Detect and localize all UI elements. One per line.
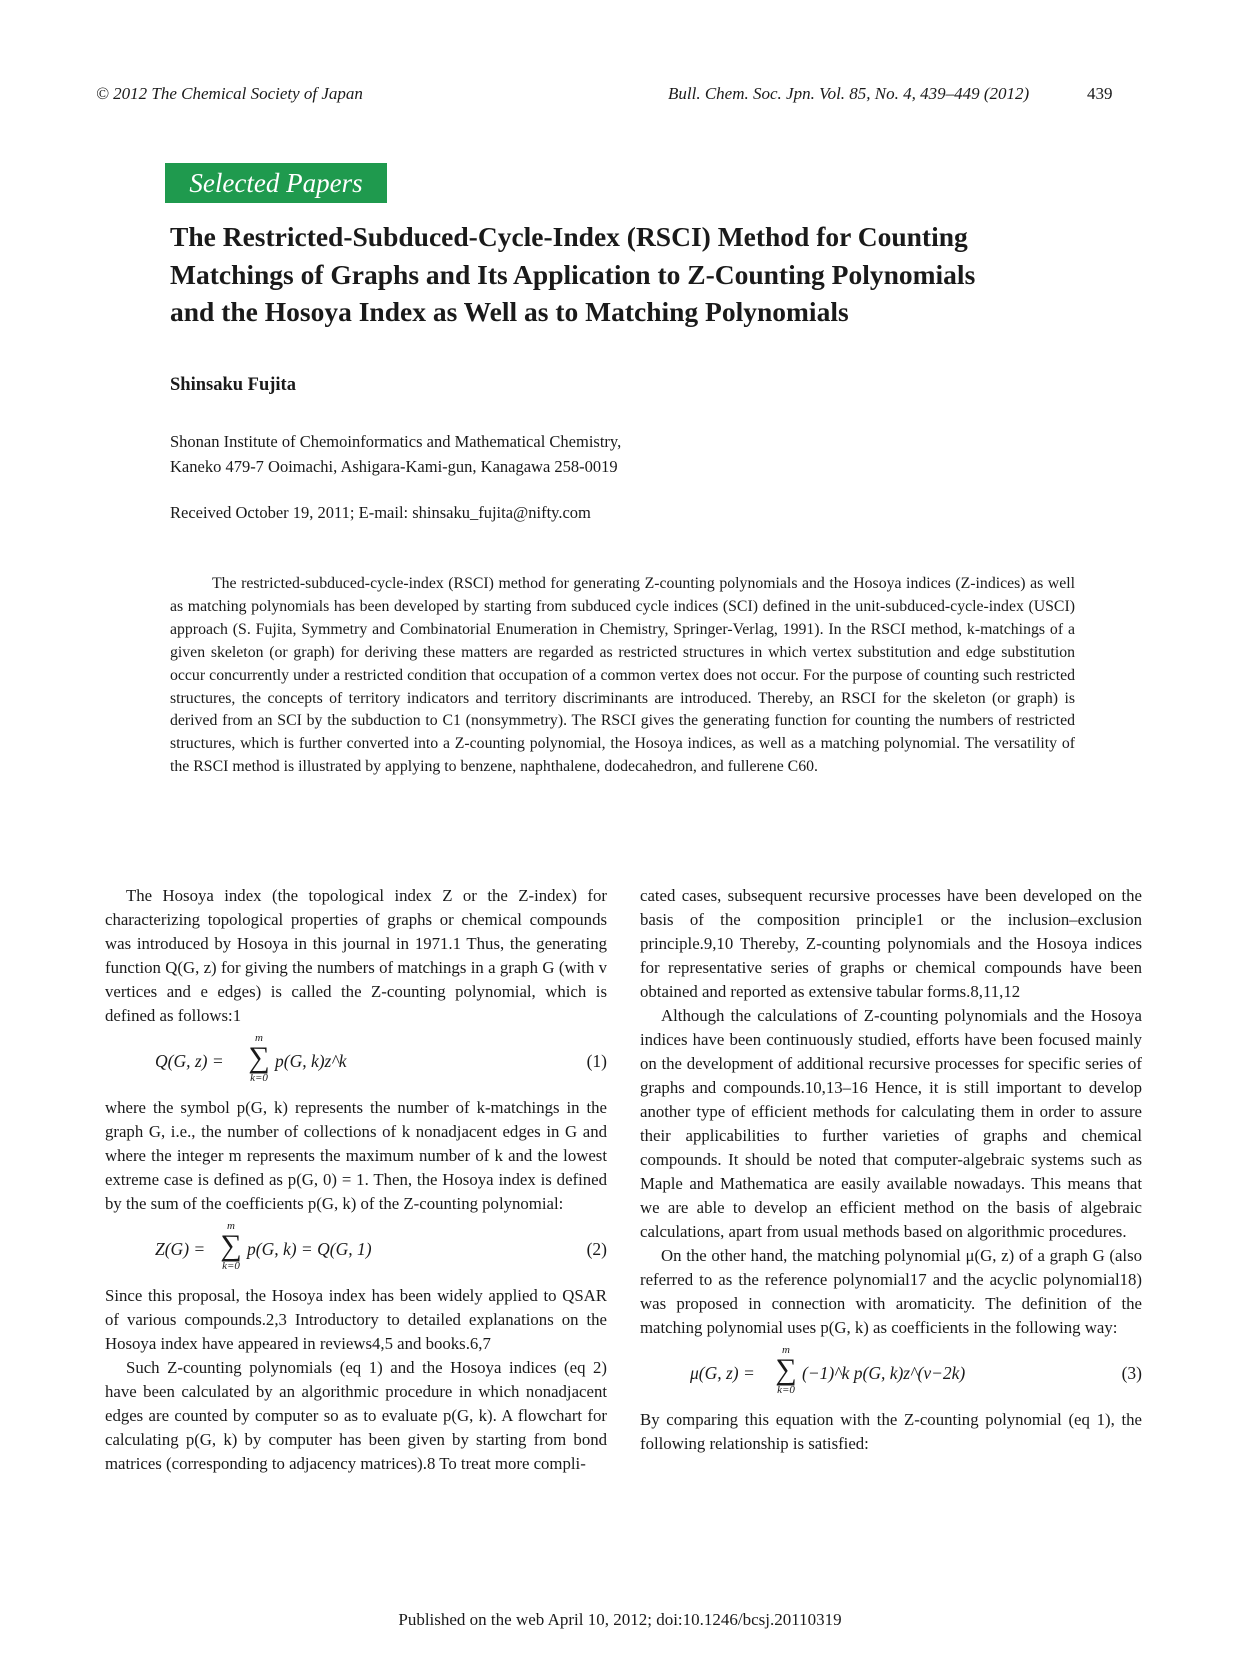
intro-paragraph-3: Since this proposal, the Hosoya index has been widely applied to QSAR of various compounds.2,3 Introductory to detailed explanations on the Hosoya index have appeared in reviews4,5 and books.6,7 <box>105 1286 607 1353</box>
header-copyright: © 2012 The Chemical Society of Japan <box>96 84 363 103</box>
author-name: Shinsaku Fujita <box>170 375 296 395</box>
header-citation: Bull. Chem. Soc. Jpn. Vol. 85, No. 4, 439–449 (2012) <box>668 84 1030 103</box>
eq2-upper-limit: m <box>227 1220 235 1232</box>
eq1-sum <box>247 1032 271 1084</box>
eq1-upper-limit: m <box>255 1032 263 1044</box>
eq3-rhs: (−1)^k p(G, k)z^(v−2k) <box>802 1363 966 1383</box>
title-line-3: and the Hosoya Index as Well as to Matching Polynomials <box>170 296 849 327</box>
eq3-upper-limit: m <box>782 1344 790 1356</box>
eq2-lower-limit: k=0 <box>222 1260 240 1272</box>
eq3-number: (3) <box>1121 1363 1142 1383</box>
eq2-sum <box>219 1220 243 1272</box>
section-badge: Selected Papers <box>165 163 387 203</box>
left-column <box>105 884 607 1476</box>
equation-2 <box>105 1220 607 1280</box>
eq1-lhs: Q(G, z) = <box>155 1051 224 1071</box>
eq2-lhs: Z(G) = <box>155 1239 206 1259</box>
intro-paragraph-8: By comparing this equation with the Z-counting polynomial (eq 1), the following relationship is satisfied: <box>640 1410 1142 1453</box>
intro-paragraph-7: On the other hand, the matching polynomial μ(G, z) of a graph G (also referred to as the reference polynomial17 and the acyclic polynomial18) was proposed in connection with aromaticity. The definition of the matching polynomial uses p(G, k) as coefficients in the following way: <box>640 1246 1142 1337</box>
affiliation <box>170 429 621 479</box>
intro-paragraph-4: Such Z-counting polynomials (eq 1) and the Hosoya indices (eq 2) have been calculated by an algorithmic procedure in which nonadjacent edges are counted by computer so as to evaluate p(G, k). A flowchart for calculating p(G, k) by computer has been given by starting from bond matrices (corresponding to adjacency matrices).8 To treat more compli- <box>105 1358 607 1473</box>
eq3-lower-limit: k=0 <box>777 1384 795 1396</box>
eq1-rhs: p(G, k)z^k <box>275 1051 347 1071</box>
eq3-lhs: μ(G, z) = <box>690 1363 755 1383</box>
eq2-number: (2) <box>586 1239 607 1259</box>
title-line-1: The Restricted-Subduced-Cycle-Index (RSCI) Method for Counting <box>170 221 968 252</box>
intro-paragraph-5: cated cases, subsequent recursive processes have been developed on the basis of the composition principle1 or the inclusion–exclusion principle.9,10 Thereby, Z-counting polynomials and the Hosoya indices for representative series of graphs or chemical compounds have been obtained and reported as extensive tabular forms.8,11,12 <box>640 886 1142 1001</box>
intro-paragraph-6: Although the calculations of Z-counting polynomials and the Hosoya indices have been continuously studied, efforts have been focused mainly on the development of additional recursive processes for specific series of graphs and compounds.10,13–16 Hence, it is still important to develop another type of efficient methods for calculating them in order to assure their applicabilities to further varieties of graphs and chemical compounds. It should be noted that computer-algebraic systems such as Maple and Mathematica are easily available nowadays. This means that we are able to develop an efficient method on the basis of algebraic calculations, apart from usual methods based on algorithmic procedures. <box>640 1006 1142 1241</box>
equation-1 <box>105 1032 607 1092</box>
eq2-rhs: p(G, k) = Q(G, 1) <box>247 1239 372 1259</box>
affiliation-line-1: Shonan Institute of Chemoinformatics and Mathematical Chemistry, <box>170 432 622 451</box>
right-column <box>640 884 1142 1456</box>
eq3-sum <box>774 1344 798 1396</box>
eq1-number: (1) <box>586 1051 607 1071</box>
intro-paragraph-1: The Hosoya index (the topological index Z or the Z-index) for characterizing topological properties of graphs or chemical compounds was introduced by Hosoya in this journal in 1971.1 Thus, the generating function Q(G, z) for giving the numbers of matchings in a graph G (with v vertices and e edges) is called the Z-counting polynomial, which is defined as follows:1 <box>105 886 607 1025</box>
equation-3 <box>640 1344 1142 1404</box>
sigma-symbol: ∑ <box>775 1353 797 1386</box>
footer-doi: Published on the web April 10, 2012; doi:10.1246/bcsj.20110319 <box>398 1610 842 1629</box>
intro-paragraph-2: where the symbol p(G, k) represents the number of k-matchings in the graph G, i.e., the number of collections of k nonadjacent edges in G and where the integer m represents the maximum number of k and the lowest extreme case is defined as p(G, 0) = 1. Then, the Hosoya index is defined by the sum of the coefficients p(G, k) of the Z-counting polynomial: <box>105 1098 607 1213</box>
eq1-lower-limit: k=0 <box>250 1072 268 1084</box>
received-email-line: Received October 19, 2011; E-mail: shinsaku_fujita@nifty.com <box>170 503 591 522</box>
abstract: The restricted-subduced-cycle-index (RSCI) method for generating Z-counting polynomials and the Hosoya indices (Z-indices) as well as matching polynomials has been developed by starting from subduced cycle indices (SCI) defined in the unit-subduced-cycle-index (USCI) approach (S. Fujita, Symmetry and Combinatorial Enumeration in Chemistry, Springer-Verlag, 1991). In the RSCI method, k-matchings of a given skeleton (or graph) for deriving these matters are regarded as restricted structures in which vertex substitution and edge substitution occur concurrently under a restricted condition that occupation of a common vertex does not occur. For the purpose of counting such restricted structures, the concepts of territory indicators and territory discriminants are introduced. Thereby, an RSCI for the skeleton (or graph) is derived from an SCI by the subduction to C1 (nonsymmetry). The RSCI gives the generating function for counting the numbers of restricted structures, which is further converted into a Z-counting polynomial, the Hosoya indices, as well as a matching polynomial. The versatility of the RSCI method is illustrated by applying to benzene, naphthalene, dodecahedron, and fullerene C60. <box>170 575 1075 776</box>
title-line-2: Matchings of Graphs and Its Application to Z-Counting Polynomials <box>170 258 976 290</box>
sigma-symbol: ∑ <box>220 1229 242 1262</box>
page-number: 439 <box>1087 84 1113 103</box>
sigma-symbol: ∑ <box>248 1041 270 1074</box>
affiliation-line-2: Kaneko 479-7 Ooimachi, Ashigara-Kami-gun, Kanagawa 258-0019 <box>170 457 618 476</box>
paper-title <box>170 218 1130 331</box>
